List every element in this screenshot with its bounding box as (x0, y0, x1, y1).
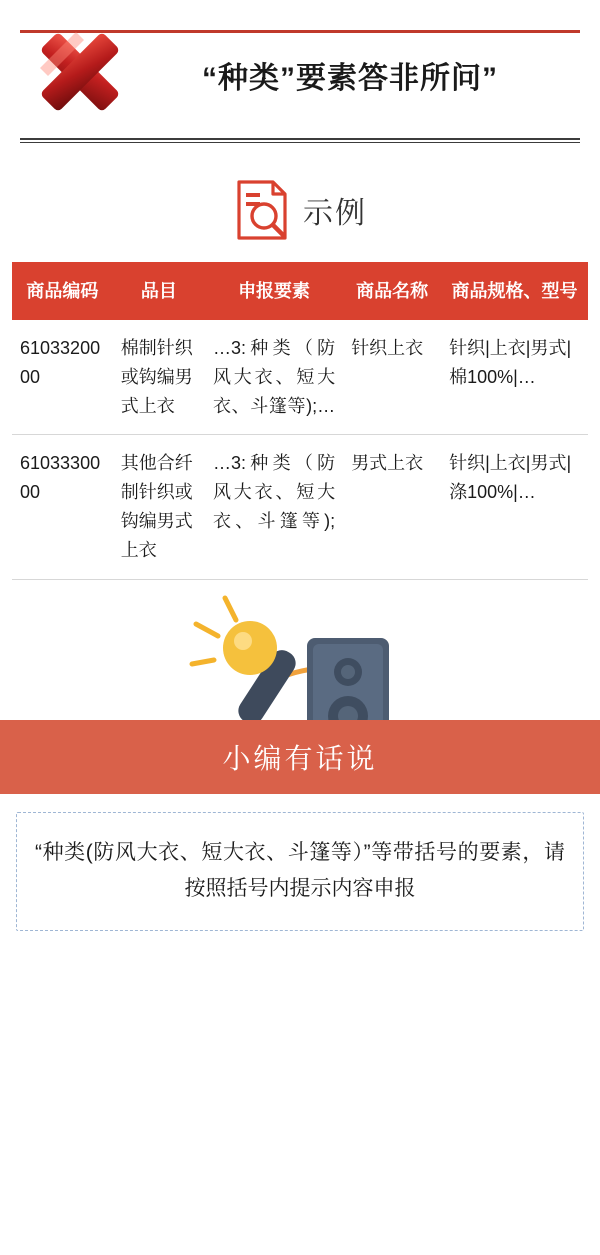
document-magnifier-icon (233, 178, 291, 242)
table-header-row (12, 262, 588, 320)
cell-name: 男式上衣 (343, 435, 441, 579)
table-row (12, 320, 588, 435)
cell-item: 棉制针织或钩编男式上衣 (113, 320, 205, 435)
spec-table (12, 262, 588, 580)
column-header-name: 商品名称 (343, 262, 441, 320)
example-section-header (0, 164, 600, 256)
cell-code: 6103320000 (12, 320, 113, 435)
cell-spec: 针织|上衣|男式|涤100%|… (441, 435, 588, 579)
cell-spec: 针织|上衣|男式|棉100%|… (441, 320, 588, 435)
page-title: “种类”要素答非所问” (202, 62, 498, 95)
column-header-code: 商品编码 (12, 262, 113, 320)
editor-note-text: “种类(防风大衣、短大衣、斗篷等）”等带括号的要素，请按照括号内提示内容申报 (35, 840, 565, 901)
cell-code: 6103330000 (12, 435, 113, 579)
cell-name: 针织上衣 (343, 320, 441, 435)
editor-note-banner (0, 720, 600, 794)
cell-requirements: …3:种类（防风大衣、短大衣、斗篷等);… (205, 320, 343, 435)
column-header-spec: 商品规格、型号 (441, 262, 588, 320)
editor-note-banner-label: 小编有话说 (222, 742, 378, 774)
red-x-mark-icon (20, 20, 140, 130)
cell-requirements: …3:种类（防风大衣、短大衣、斗篷等); (205, 435, 343, 579)
editor-note-box (16, 812, 584, 932)
example-label: 示例 (303, 197, 367, 230)
spec-table-container (12, 262, 588, 580)
table-row (12, 435, 588, 579)
column-header-requirements: 申报要素 (205, 262, 343, 320)
header-bottom-rule (20, 138, 580, 144)
cell-item: 其他合纤制针织或钩编男式上衣 (113, 435, 205, 579)
header (0, 0, 600, 150)
column-header-item: 品目 (113, 262, 205, 320)
